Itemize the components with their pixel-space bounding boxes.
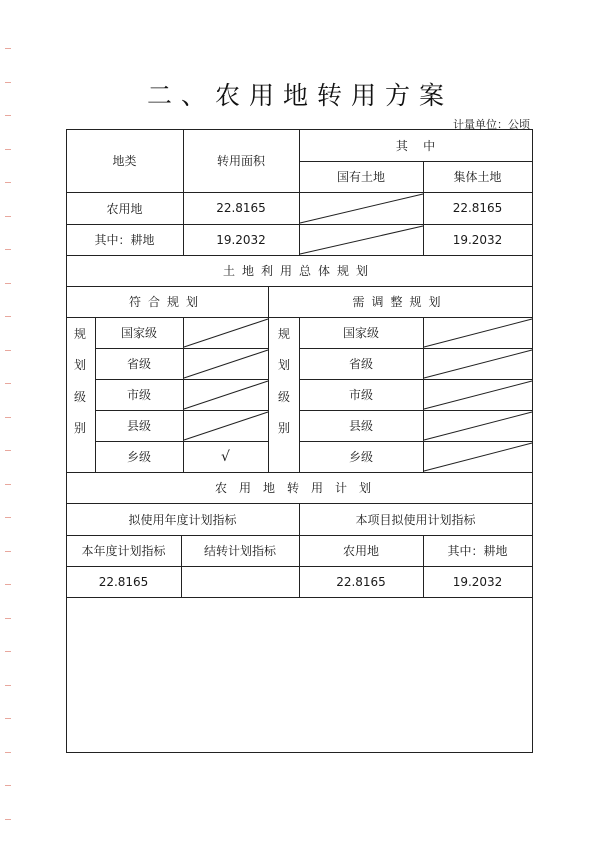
plan-use-heading: 拟使用年度计划指标 xyxy=(128,512,237,527)
row-area: 19.2032 xyxy=(216,232,266,247)
plan-level-char: 级 xyxy=(73,390,86,404)
plan-level-char: 规 xyxy=(73,327,86,341)
checkmark: √ xyxy=(221,448,230,465)
sub-header: 其中：耕地 xyxy=(447,544,508,558)
sub-value: 22.8165 xyxy=(98,574,149,589)
sub-header: 本年度计划指标 xyxy=(81,544,166,558)
conforms-plan-heading: 符合规划 xyxy=(128,295,205,309)
row-type: 农用地 xyxy=(106,201,143,216)
level-right-label: 县级 xyxy=(348,419,373,433)
page-title: 二、农用地转用方案 xyxy=(146,81,453,110)
sub-header: 农用地 xyxy=(342,544,379,558)
header-of-which: 其 中 xyxy=(395,138,436,153)
level-left-label: 县级 xyxy=(126,419,151,433)
measurement-unit: 计量单位：公顷 xyxy=(453,118,530,131)
plan-level-char: 规 xyxy=(277,327,290,341)
conversion-plan-heading: 农用地转用计划 xyxy=(214,481,383,495)
project-use-heading: 本项目拟使用计划指标 xyxy=(355,512,476,527)
plan-section-heading: 土地利用总体规划 xyxy=(222,264,375,278)
sub-value: 22.8165 xyxy=(336,574,386,589)
level-left-label: 乡级 xyxy=(126,450,151,464)
sub-header: 结转计划指标 xyxy=(203,544,276,558)
plan-level-char: 别 xyxy=(277,421,290,435)
level-right-label: 市级 xyxy=(348,388,373,402)
row-type: 其中：耕地 xyxy=(94,233,155,247)
sub-value: 19.2032 xyxy=(452,574,503,589)
level-right-label: 省级 xyxy=(348,357,373,371)
header-land-type: 地类 xyxy=(112,154,137,168)
row-collective: 19.2032 xyxy=(452,232,503,247)
needs-adjust-heading: 需调整规划 xyxy=(352,295,448,309)
plan-level-char: 级 xyxy=(277,390,290,404)
plan-level-char: 划 xyxy=(73,358,86,372)
plan-level-char: 别 xyxy=(73,421,86,435)
row-area: 22.8165 xyxy=(216,201,266,215)
level-left-label: 市级 xyxy=(126,388,151,402)
level-left-label: 国家级 xyxy=(120,326,157,340)
empty-notes-area xyxy=(67,598,532,752)
level-right-label: 乡级 xyxy=(348,450,373,464)
header-conversion-area: 转用面积 xyxy=(216,154,265,168)
sub-value xyxy=(181,566,299,597)
row-collective: 22.8165 xyxy=(452,201,503,215)
plan-level-char: 划 xyxy=(277,358,290,372)
header-state-owned: 国有土地 xyxy=(336,170,385,184)
level-left-label: 省级 xyxy=(126,357,151,371)
level-right-label: 国家级 xyxy=(342,326,379,340)
header-collective: 集体土地 xyxy=(453,170,502,184)
